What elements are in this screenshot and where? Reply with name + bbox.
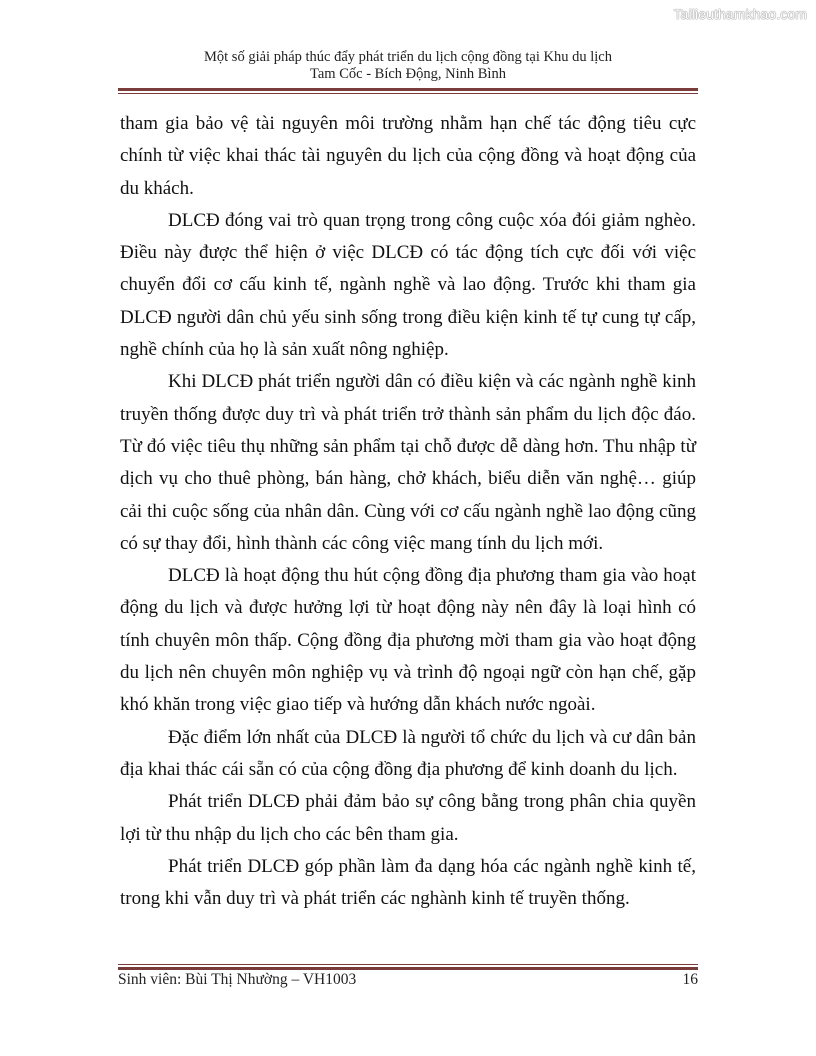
paragraph: DLCĐ đóng vai trò quan trọng trong công cuộc xóa đói giảm nghèo. Điều này được thể hiện ở việc DLCĐ có tác động tích cực đối với việc chuyển đổi cơ cấu kinh tế, ngành nghề và lao động. Trước khi tham gia DLCĐ người dân chủ yếu sinh sống trong điều kiện kinh tế tự cung tự cấp, nghề chính của họ là sản xuất nông nghiệp. [120, 209, 696, 361]
paragraph: Phát triển DLCĐ phải đảm bảo sự công bằng trong phân chia quyền lợi từ thu nhập du lịch cho các bên tham gia. [120, 791, 696, 845]
page-number: 16 [682, 971, 698, 988]
paragraph: tham gia bảo vệ tài nguyên môi trường nhằm hạn chế tác động tiêu cực chính từ việc khai thác tài nguyên du lịch của cộng đồng và hoạt động của du khách. [120, 113, 696, 199]
watermark-text: Tailieuthamkhao.com [673, 6, 807, 22]
paragraph: DLCĐ là hoạt động thu hút cộng đồng địa phương tham gia vào hoạt động du lịch và được hưởng lợi từ hoạt động này nên đây là loại hình có tính chuyên môn thấp. Cộng đồng địa phương mời tham gia vào hoạt động du lịch nên chuyên môn nghiệp vụ và trình độ ngoại ngữ còn hạn chế, gặp khó khăn trong việc giao tiếp và hướng dẫn khách nước ngoài. [120, 565, 696, 716]
footer-student-name: Sinh viên: Bùi Thị Nhường – VH1003 [118, 971, 357, 988]
body-text [120, 108, 696, 915]
footer-divider [118, 964, 698, 970]
paragraph: Phát triển DLCĐ góp phần làm đa dạng hóa các ngành nghề kinh tế, trong khi vẫn duy trì và phát triển các nghành kinh tế truyền thống. [120, 855, 696, 910]
header-divider [118, 88, 698, 94]
paragraph: Khi DLCĐ phát triển người dân có điều kiện và các ngành nghề kinh truyền thống được duy trì và phát triển trở thành sản phẩm du lịch độc đáo. Từ đó việc tiêu thụ những sản phẩm tại chỗ được dễ dàng hơn. Thu nhập từ dịch vụ cho thuê phòng, bán hàng, chở khách, biểu diễn văn nghệ… giúp cải thi cuộc sống của nhân dân. Cùng với cơ cấu ngành nghề lao động cũng có sự thay đổi, hình thành các công việc mang tính du lịch mới. [120, 371, 696, 554]
page-footer [118, 971, 698, 989]
header-title-line-2: Tam Cốc - Bích Động, Ninh Bình [310, 66, 506, 82]
header-title-line-1: Một số giải pháp thúc đẩy phát triển du lịch cộng đồng tại Khu du lịch [204, 49, 612, 65]
running-header [118, 49, 698, 83]
paragraph: Đặc điểm lớn nhất của DLCĐ là người tổ chức du lịch và cư dân bản địa khai thác cái sẵn có của cộng đồng địa phương để kinh doanh du lịch. [120, 726, 696, 780]
